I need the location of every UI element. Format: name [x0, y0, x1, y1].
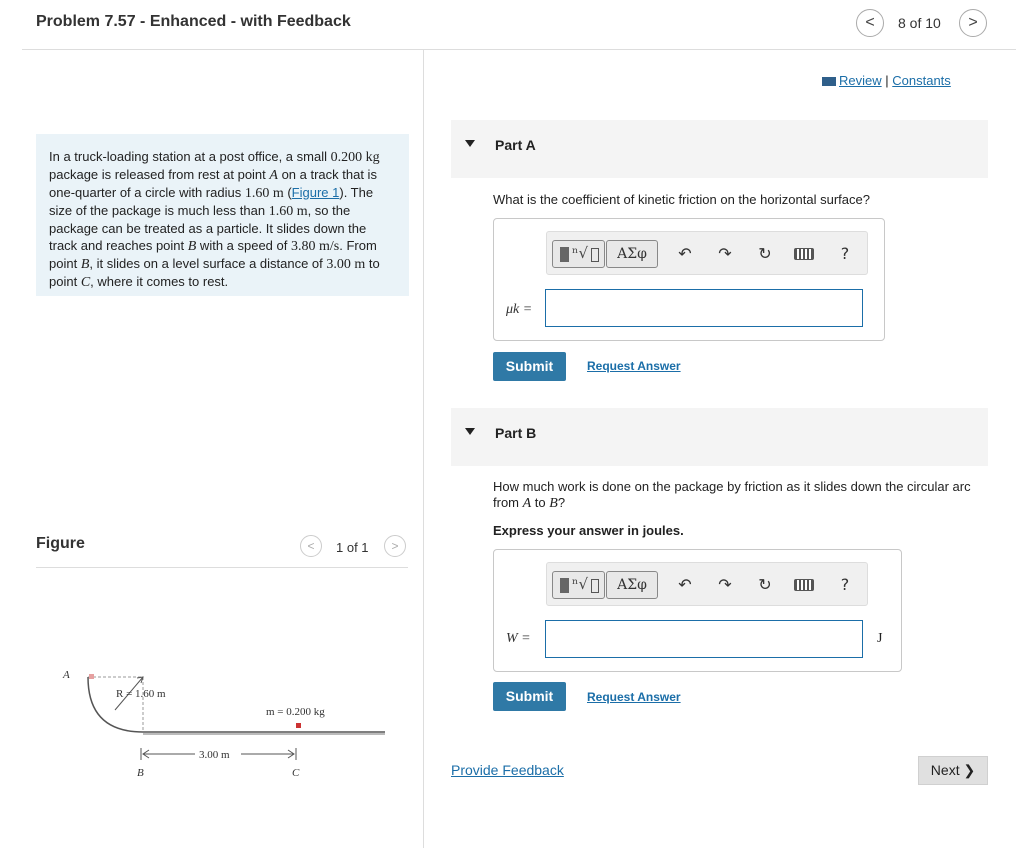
part-b-title: Part B [495, 425, 537, 441]
collapse-arrow-icon[interactable] [465, 428, 475, 435]
greek-symbols-button[interactable]: ΑΣφ [606, 240, 658, 268]
reset-icon[interactable]: ↻ [758, 575, 772, 594]
part-b-answer-box [493, 549, 902, 672]
templates-button[interactable]: ⁿ√ [552, 571, 605, 599]
figure-link[interactable]: Figure 1 [291, 185, 340, 200]
w-label: W = [506, 631, 531, 646]
reset-icon[interactable]: ↻ [758, 244, 772, 263]
unit-label: J [877, 631, 883, 646]
templates-button[interactable]: ⁿ√ [552, 240, 605, 268]
math-distance: 3.00 m [326, 257, 366, 272]
label-a: A [63, 669, 70, 681]
prev-figure-button[interactable]: < [300, 535, 322, 557]
problem-text: with a speed of [196, 238, 291, 253]
problem-text: , it slides on a level surface a distance of [89, 256, 327, 271]
math-radius: 1.60 m [268, 204, 308, 219]
part-b-header[interactable] [451, 408, 988, 466]
review-link[interactable]: Review [839, 73, 882, 88]
part-b-instruction: Express your answer in joules. [493, 523, 684, 538]
part-b-submit-button[interactable]: Submit [493, 682, 566, 711]
math-kg: kg [365, 150, 380, 165]
problem-pager: 8 of 10 [898, 15, 941, 31]
math-point-c: C [80, 275, 91, 290]
problem-text: ( [283, 185, 292, 200]
next-button[interactable]: Next ❯ [918, 756, 988, 785]
redo-icon[interactable]: ↷ [718, 575, 732, 594]
collapse-arrow-icon[interactable] [465, 140, 475, 147]
part-a-request-answer-link[interactable]: Request Answer [587, 359, 681, 373]
problem-text: . From point [49, 238, 377, 271]
keyboard-icon[interactable] [794, 579, 814, 591]
arc-track [88, 677, 143, 732]
math-point-b: B [187, 239, 197, 254]
help-icon[interactable]: ? [840, 575, 850, 594]
greek-symbols-button[interactable]: ΑΣφ [606, 571, 658, 599]
next-figure-button[interactable]: > [384, 535, 406, 557]
part-b-answer-input[interactable] [545, 620, 863, 658]
part-b-request-answer-link[interactable]: Request Answer [587, 690, 681, 704]
figure-pager: 1 of 1 [336, 540, 369, 555]
problem-statement [36, 134, 409, 296]
resource-links [822, 73, 951, 88]
part-b-question: How much work is done on the package by friction as it slides down the circular arc from A to B? [493, 479, 971, 511]
constants-link[interactable]: Constants [892, 73, 951, 88]
part-a-header[interactable] [451, 120, 988, 178]
problem-text: , where it comes to rest. [90, 274, 229, 289]
provide-feedback-link[interactable]: Provide Feedback [451, 762, 564, 778]
part-a-answer-box [493, 218, 885, 341]
part-a-submit-button[interactable]: Submit [493, 352, 566, 381]
prev-problem-button[interactable]: < [856, 9, 884, 37]
help-icon[interactable]: ? [840, 244, 850, 263]
mu-k-label: μk = [506, 302, 533, 317]
problem-text: to point [49, 256, 380, 289]
math-toolbar [546, 562, 868, 606]
link-separator: | [885, 73, 889, 88]
problem-text: In a truck-loading station at a post office, a small [49, 149, 331, 164]
book-icon [822, 77, 836, 86]
label-c: C [292, 767, 300, 779]
label-b: B [137, 767, 144, 779]
math-point-b: B [80, 257, 90, 272]
problem-text: ). The size of the package is much less than [49, 185, 374, 218]
figure-label: Figure [36, 535, 85, 552]
part-a-question: What is the coefficient of kinetic friction on the horizontal surface? [493, 192, 870, 207]
figure-diagram [55, 660, 395, 785]
label-distance: 3.00 m [199, 749, 230, 761]
header-bar [22, 0, 1016, 50]
next-problem-button[interactable]: > [959, 9, 987, 37]
undo-icon[interactable]: ↶ [678, 575, 692, 594]
redo-icon[interactable]: ↷ [718, 244, 732, 263]
math-toolbar [546, 231, 868, 275]
math-radius: 1.60 m [244, 186, 284, 201]
part-a-answer-input[interactable] [545, 289, 863, 327]
keyboard-icon[interactable] [794, 248, 814, 260]
pane-divider [423, 50, 424, 848]
figure-header [36, 528, 408, 568]
label-radius: R = 1.60 m [116, 688, 166, 700]
part-a-title: Part A [495, 137, 536, 153]
math-mass: 0.200 [330, 150, 366, 165]
math-speed: 3.80 m/s [290, 239, 340, 254]
label-mass: m = 0.200 kg [266, 706, 325, 718]
problem-text: on a track that is one-quarter of a circle with radius [49, 167, 377, 200]
undo-icon[interactable]: ↶ [678, 244, 692, 263]
problem-title: Problem 7.57 - Enhanced - with Feedback [36, 13, 351, 30]
problem-text: , so the package can be treated as a particle. It slides down the track and reaches point [49, 203, 367, 253]
math-point-a: A [269, 168, 278, 183]
problem-text: package is released from rest at point [49, 167, 270, 182]
